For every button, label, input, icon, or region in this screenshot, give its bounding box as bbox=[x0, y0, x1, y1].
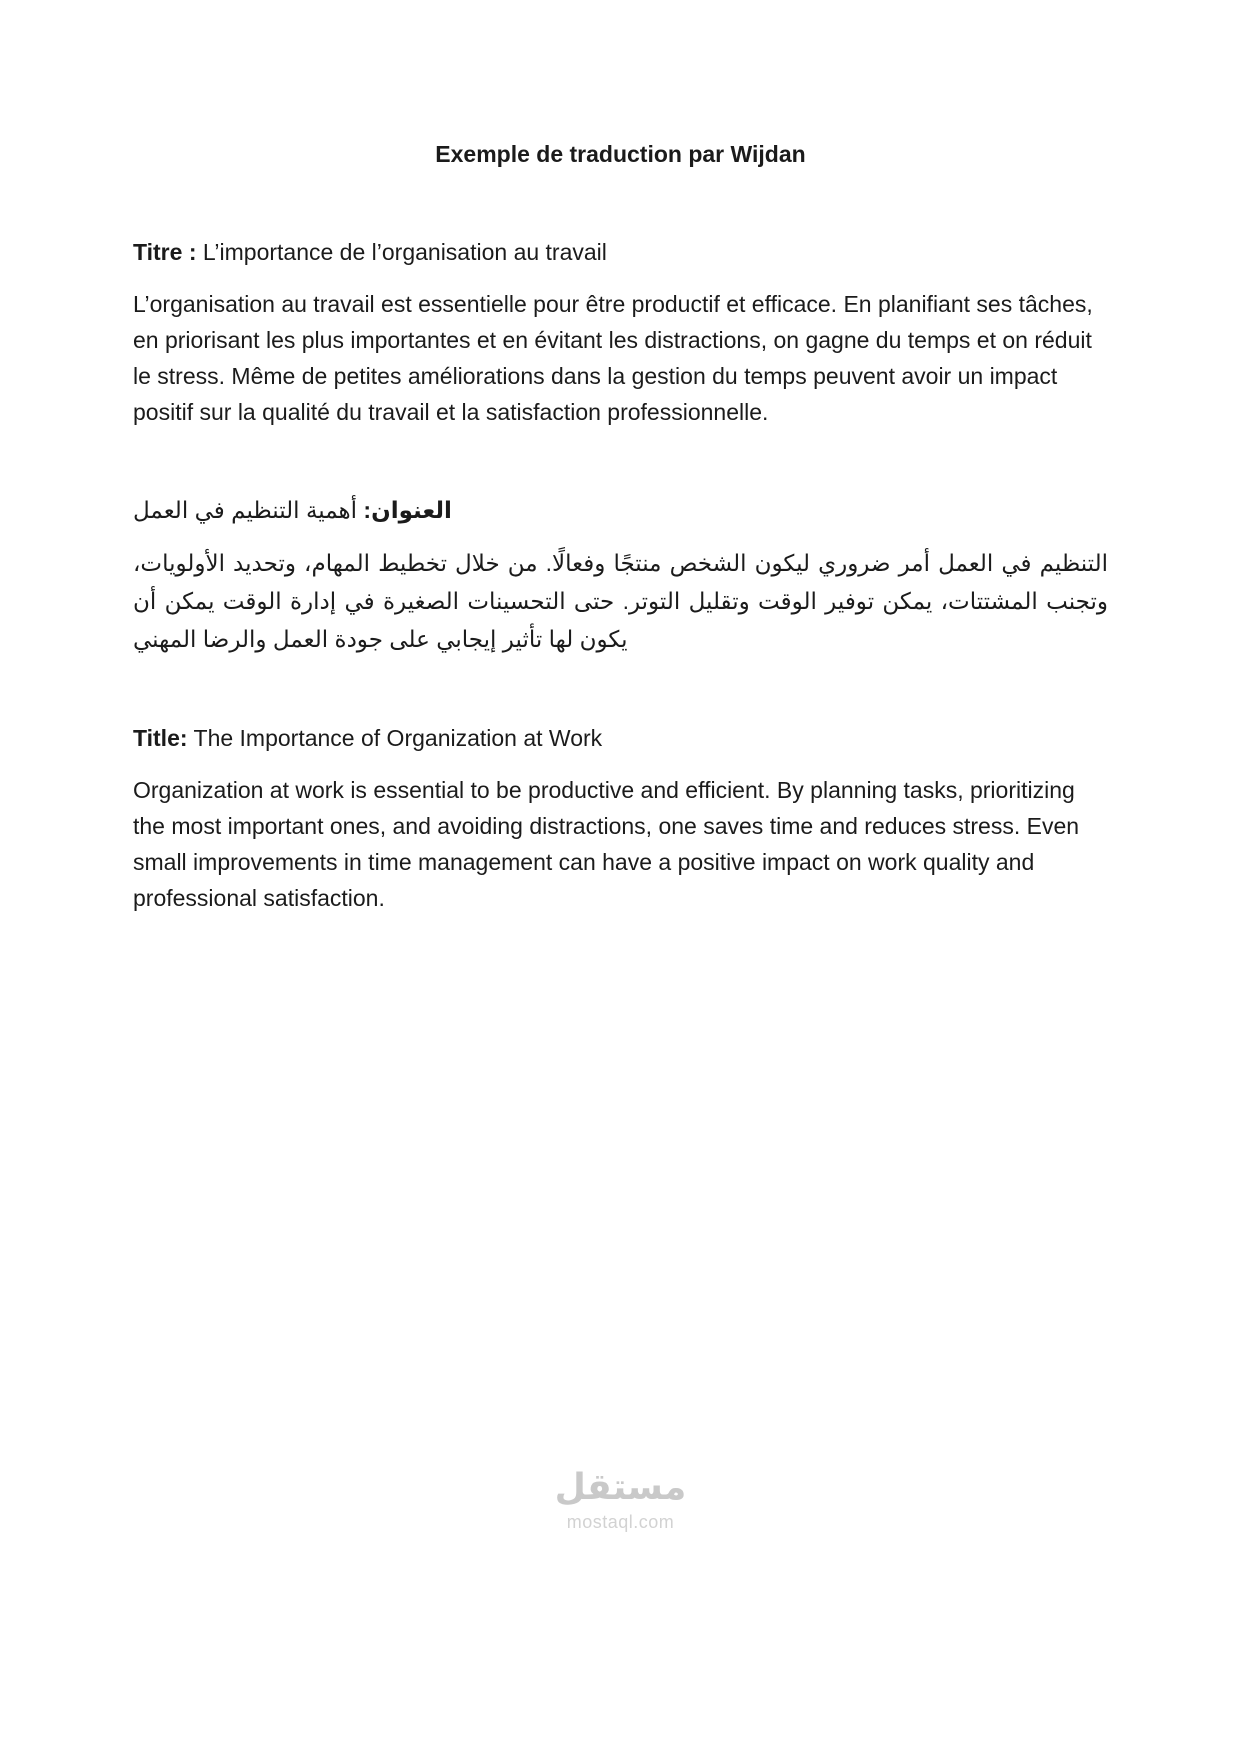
document-title: Exemple de traduction par Wijdan bbox=[435, 141, 806, 167]
arabic-title-text: أهمية التنظيم في العمل bbox=[133, 497, 358, 523]
french-section bbox=[133, 234, 1108, 430]
english-paragraph: Organization at work is essential to be productive and efficient. By planning tasks, prioritizing the most important ones, and avoiding distractions, one saves time and reduces stress. Even small improvements in time management can have a positive impact on work quality and professional satisfaction. bbox=[133, 777, 1080, 911]
arabic-section bbox=[133, 492, 1108, 658]
english-section bbox=[133, 720, 1108, 916]
english-title-text: The Importance of Organization at Work bbox=[193, 725, 603, 751]
french-title-line bbox=[133, 234, 1108, 270]
french-title-text: L’importance de l’organisation au travail bbox=[202, 239, 607, 265]
arabic-title-label: العنوان: bbox=[363, 497, 452, 523]
french-title-label: Titre : bbox=[133, 239, 197, 265]
watermark bbox=[0, 1468, 1241, 1534]
english-title-line bbox=[133, 720, 1108, 756]
arabic-paragraph: التنظيم في العمل أمر ضروري ليكون الشخص منتجًا وفعالًا. من خلال تخطيط المهام، وتحديد الأولويات، وتجنب المشتتات، يمكن توفير الوقت وتقليل التوتر. حتى التحسينات الصغيرة في إدارة الوقت يمكن أن يكون لها تأثير إيجابي على جودة العمل والرضا المهني bbox=[133, 550, 1108, 652]
mostaql-logo: مستقل bbox=[554, 1467, 687, 1508]
watermark-site-text: mostaql.com bbox=[566, 1512, 675, 1532]
french-paragraph: L’organisation au travail est essentielle pour être productif et efficace. En planifiant ses tâches, en priorisant les plus importantes et en évitant les distractions, on gagne du temps et on réduit le stress. Même de petites améliorations dans la gestion du temps peuvent avoir un impact positif sur la qualité du travail et la satisfaction professionnelle. bbox=[133, 291, 1093, 425]
english-title-label: Title: bbox=[133, 725, 188, 751]
arabic-title-line bbox=[133, 492, 1108, 528]
